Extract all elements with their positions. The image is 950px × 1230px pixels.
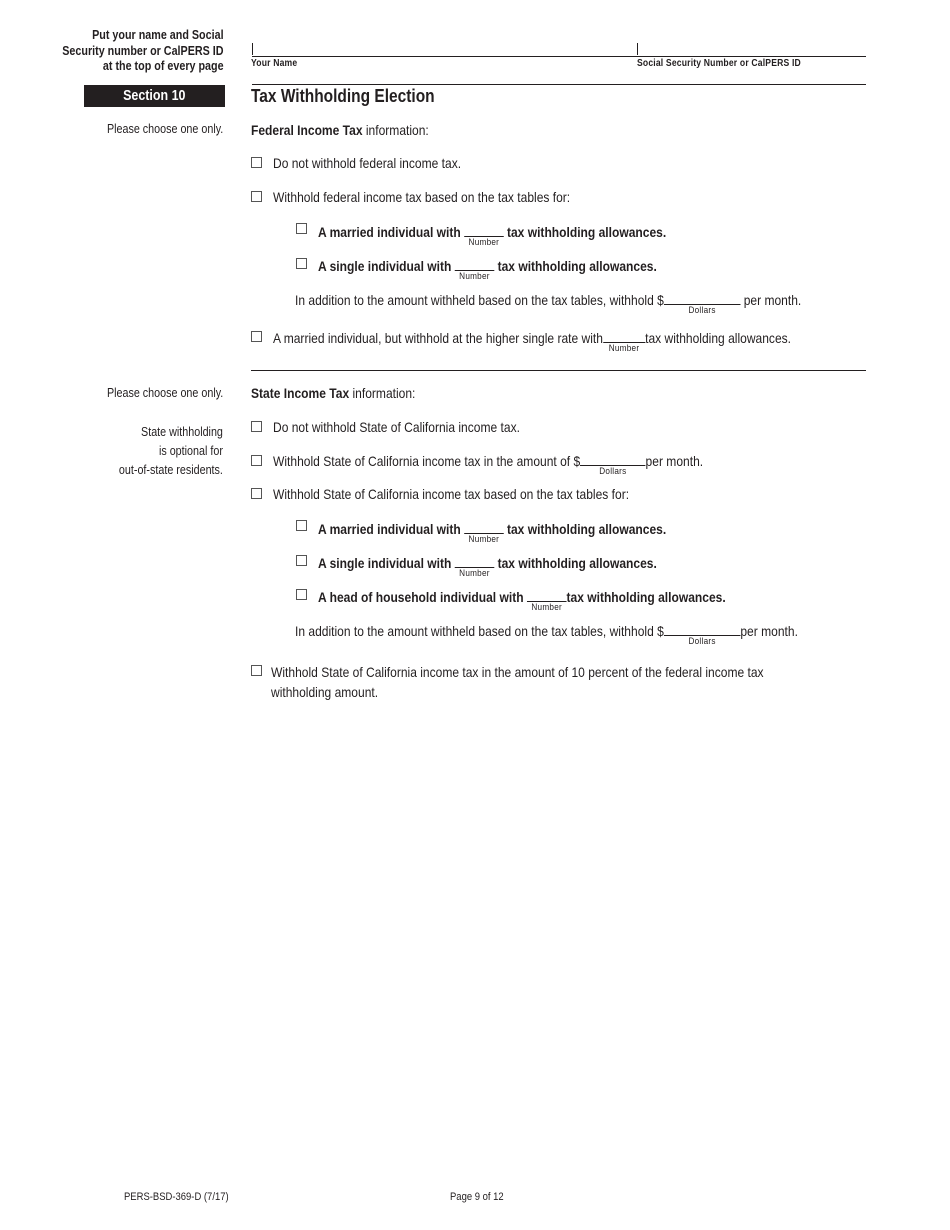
page-title: Tax Withholding Election <box>251 86 435 106</box>
federal-no-withhold-label: Do not withhold federal income tax. <box>273 155 462 171</box>
federal-married-allowances-input[interactable]: Number <box>464 222 504 237</box>
state-married-allowances-input[interactable]: Number <box>464 519 504 534</box>
state-married-row: A married individual with Number tax withholding allowances. <box>318 521 667 545</box>
note-line: State withholding <box>141 425 223 439</box>
federal-higher-rate-allowances-input[interactable]: Number <box>603 328 645 343</box>
state-no-withhold-label: Do not withhold State of California income tax. <box>273 419 520 435</box>
state-no-withhold-checkbox[interactable] <box>251 421 262 432</box>
header-instructions <box>36 28 224 75</box>
state-married-checkbox[interactable] <box>296 520 307 531</box>
federal-state-divider <box>251 370 866 371</box>
instruction-line: Security number or CalPERS ID <box>62 43 224 58</box>
state-hoh-allowances-input[interactable]: Number <box>527 587 567 602</box>
header-divider <box>252 84 866 85</box>
label-line: Withhold State of California income tax in the amount of 10 percent of the federal income tax <box>271 664 764 680</box>
state-single-row: A single individual with Number tax withholding allowances. <box>318 555 657 579</box>
federal-higher-rate-row: A married individual, but withhold at the higher single rate with Number tax withholding allowances. <box>273 330 792 354</box>
federal-married-checkbox[interactable] <box>296 223 307 234</box>
federal-single-row: A single individual with Number tax withholding allowances. <box>318 258 657 282</box>
state-hoh-row: A head of household individual with Number tax withholding allowances. <box>318 589 726 613</box>
federal-single-allowances-input[interactable]: Number <box>455 256 495 271</box>
ssn-field-tick <box>637 43 638 55</box>
federal-heading: Federal Income Tax information: <box>251 122 429 138</box>
federal-tables-label: Withhold federal income tax based on the tax tables for: <box>273 189 571 205</box>
federal-married-row: A married individual with Number tax withholding allowances. <box>318 224 667 248</box>
state-hoh-checkbox[interactable] <box>296 589 307 600</box>
note-line: is optional for <box>159 444 223 458</box>
state-heading: State Income Tax information: <box>251 385 416 401</box>
state-amount-dollars-input[interactable]: Dollars <box>580 451 645 466</box>
state-tables-checkbox[interactable] <box>251 488 262 499</box>
federal-single-checkbox[interactable] <box>296 258 307 269</box>
state-single-allowances-input[interactable]: Number <box>455 553 495 568</box>
instruction-line: Put your name and Social <box>92 28 224 42</box>
label-line: withholding amount. <box>271 684 379 700</box>
section-tab: Section 10 <box>84 85 225 107</box>
page-number: Page 9 of 12 <box>450 1191 504 1203</box>
instruction-line: at the top of every page <box>103 59 224 73</box>
federal-additional-dollars-input[interactable]: Dollars <box>664 290 741 305</box>
state-optional-note <box>102 423 223 480</box>
state-single-checkbox[interactable] <box>296 555 307 566</box>
state-additional-row: In addition to the amount withheld based on the tax tables, withhold $ Dollars per month. <box>295 623 798 647</box>
name-field-tick <box>252 43 253 55</box>
federal-choose-one-note: Please choose one only. <box>106 122 223 136</box>
state-amount-row: Withhold State of California income tax in the amount of $ Dollars per month. <box>273 453 704 477</box>
note-line: out-of-state residents. <box>119 463 223 477</box>
form-id: PERS-BSD-369-D (7/17) <box>124 1191 229 1203</box>
state-additional-dollars-input[interactable]: Dollars <box>664 621 741 636</box>
name-ssn-input-line[interactable] <box>252 56 866 57</box>
state-ten-percent-label <box>271 662 764 702</box>
state-tables-label: Withhold State of California income tax based on the tax tables for: <box>273 486 630 502</box>
federal-tables-checkbox[interactable] <box>251 191 262 202</box>
state-amount-checkbox[interactable] <box>251 455 262 466</box>
ssn-label: Social Security Number or CalPERS ID <box>637 58 801 69</box>
federal-no-withhold-checkbox[interactable] <box>251 157 262 168</box>
federal-higher-rate-checkbox[interactable] <box>251 331 262 342</box>
state-ten-percent-checkbox[interactable] <box>251 665 262 676</box>
federal-additional-row: In addition to the amount withheld based on the tax tables, withhold $ Dollars per month. <box>295 292 802 316</box>
state-choose-one-note: Please choose one only. <box>106 386 223 400</box>
your-name-label: Your Name <box>251 58 298 69</box>
